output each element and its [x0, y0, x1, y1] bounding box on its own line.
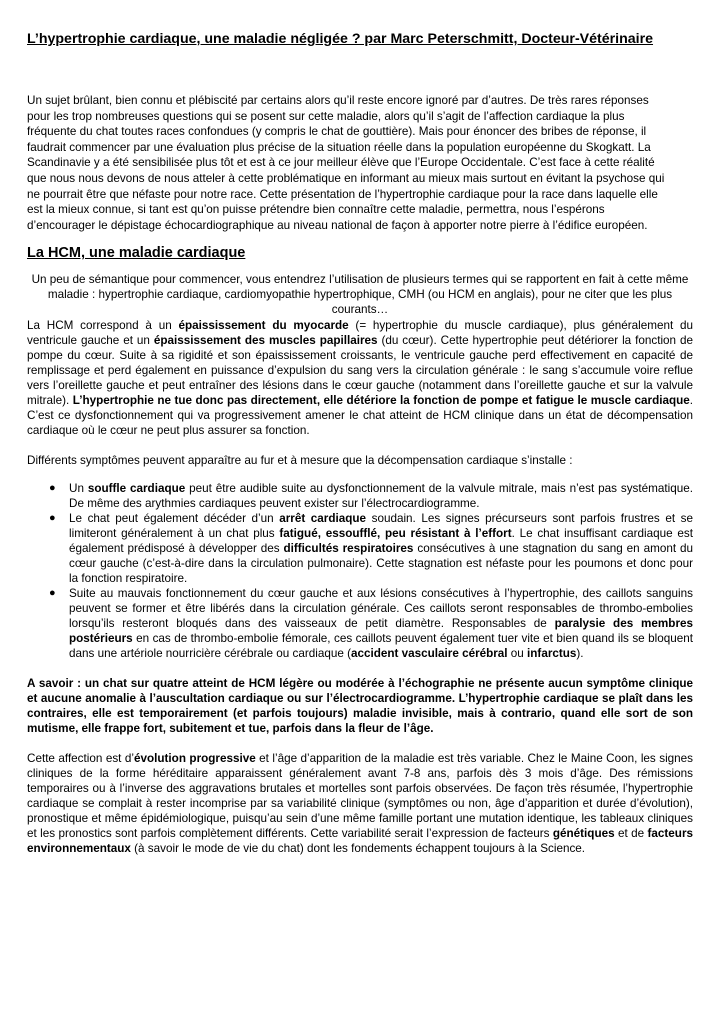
symptoms-list: [27, 481, 693, 661]
semantics-paragraph: Un peu de sémantique pour commencer, vous entendrez l’utilisation de plusieurs termes qui se rapportent en fait à cette même maladie : hypertrophie cardiaque, cardiomyopathie hypertrophique, CMH (ou HCM en anglais), pour ne citer que les plus courants…: [31, 273, 689, 316]
intro-line: pour les trop nombreuses questions qui se posent sur cette maladie, alors qu’il s’agit de l’affection cardiaque la plus: [27, 109, 625, 123]
text-run: (= hypertrophie du muscle cardiaque), plus généralement du ventricule gauche et un: [27, 318, 693, 347]
text-run: (du cœur). Cette hypertrophie peut détériorer la fonction de pompe du cœur. Suite à sa rigidité et son épaississement croissants, le ventricule gauche perd effectivement en capacité de remplissage et perd également en puissance d’expulsion du sang vers la circulation générale : le sang s’accumule voire reflue vers l’oreillette gauche et peut entraîner des lésions dans le cœur gauche (notamment dans l’oreillette gauche et sur la valvule mitrale).: [27, 333, 693, 407]
intro-line: ne pourrait être que néfaste pour notre race. Cette présentation de l’hypertrophie cardiaque pour la race dans laquelle elle: [27, 187, 658, 201]
bold-run: difficultés respiratoires: [283, 541, 414, 555]
text-run: et l’âge d’apparition de la maladie est très variable. Chez le Maine Coon, les signes cliniques de la forme héréditaire apparaissent généralement avant 7-8 ans, parfois dès 3 mois d’âge. Des rémissions temporaires ou à l’inverse des aggravations brutales et mortelles sont parfois observées. De façon très résumée, l’hypertrophie cardiaque se complait à rester incomprise par sa variabilité clinique (symptômes ou non, âge d’apparition et durée d’évolution), pronostique et même épidémiologique, puisqu’au sein d’une même famille portant une mutation identique, les tableaux cliniques et les pronostics sont parfois complètement différents. Cette variabilité serait l’expression de facteurs: [27, 751, 694, 840]
evolution-paragraph: [27, 751, 693, 856]
intro-line: est la mieux connue, si tant est qu’on puisse prétendre bien connaître cette maladie, permettra, nous l’espérons: [27, 203, 605, 217]
text-run: ).: [576, 646, 584, 660]
text-run: Le chat peut également décéder d’un: [69, 511, 280, 525]
bullet-icon: ●: [49, 481, 56, 494]
text-run: La HCM correspond à un: [27, 318, 179, 332]
document-title: L’hypertrophie cardiaque, une maladie négligée ? par Marc Peterschmitt, Docteur-Vétérinaire: [27, 31, 654, 47]
bullet-icon: ●: [49, 586, 56, 599]
text-run: peut être audible suite au dysfonctionnement de la valvule mitrale, mais n’est pas systématique. De même des arythmies cardiaques peuvent exister sur l’électrocardiogramme.: [69, 481, 693, 510]
intro-line: que nous nous devons de nous atteler à cette problématique en informant au mieux mais surtout en évitant la psychose qui: [27, 171, 665, 185]
bold-run: fatigué, essoufflé, peu résistant à l’effort: [279, 526, 512, 540]
text-run: Un: [69, 481, 88, 495]
text-run: en cas de thrombo-embolie fémorale, ces caillots peuvent également tuer vite et bien quand ils se bloquent dans une artériole nourricière cérébrale ou cardiaque (: [69, 631, 693, 660]
intro-line: d’encourager le dépistage échocardiographique au niveau national de façon à apporter notre pierre à l’édifice européen.: [27, 218, 648, 232]
bold-run: évolution progressive: [134, 751, 256, 765]
text-run: . C’est ce dysfonctionnement qui va progressivement amener le chat atteint de HCM clinique dans un état de décompensation cardiaque où le cœur ne peut plus assurer sa fonction.: [27, 393, 693, 437]
document-page: [27, 30, 693, 856]
text-run: consécutives à une stagnation du sang en amont du cœur gauche (c’est-à-dire dans la circulation pulmonaire). Cette stagnation est néfaste pour les poumons et donc pour la fonction respiratoire.: [69, 541, 693, 585]
bold-run: épaississement du myocarde: [178, 318, 349, 332]
text-run: soudain. Les signes précurseurs sont parfois frustres et se limiteront généralement à un chat plus: [69, 511, 694, 540]
bold-run: arrêt cardiaque: [279, 511, 367, 525]
text-run: (à savoir le mode de vie du chat) dont les fondements échappent toujours à la Science.: [130, 841, 586, 855]
bold-run: facteurs environnementaux: [27, 826, 693, 855]
intro-line: Un sujet brûlant, bien connu et plébiscité par certains alors qu’il reste encore ignoré par d’autres. De très rares réponses: [27, 94, 649, 107]
text-run: . Le chat insuffisant cardiaque est également prédisposé à développer des: [69, 526, 693, 555]
list-item: [49, 586, 693, 661]
intro-line: fréquente du chat toutes races confondues (y compris le chat de gouttière). Mais pour énoncer des bribes de réponse, il: [27, 125, 647, 139]
symptoms-intro: Différents symptômes peuvent apparaître au fur et à mesure que la décompensation cardiaque s’installe :: [27, 453, 573, 467]
bullet-icon: ●: [49, 511, 56, 524]
warning-paragraph: A savoir : un chat sur quatre atteint de HCM légère ou modérée à l’échographie ne présente aucun symptôme clinique et aucune anomalie à l’auscultation cardiaque ou sur l’électrocardiogramme. L’hypertrophie cardiaque se plaît dans les contraires, elle est temporairement (et parfois toujours) maladie invisible, mais à contrario, quand elle sort de son mutisme, elle frappe fort, subitement et tue, parfois dans la fleur de l’âge.: [27, 676, 693, 735]
bold-run: L’hypertrophie ne tue donc pas directement, elle détériore la fonction de pompe et fatigue le muscle cardiaque: [72, 393, 690, 407]
intro-line: faudrait commencer par une évaluation plus précise de la situation réelle dans la population européenne du Skogkatt. La: [27, 140, 651, 154]
text-run: Cette affection est d’: [27, 751, 135, 765]
bold-run: épaississement des muscles papillaires: [153, 333, 378, 347]
spacer: [27, 438, 693, 453]
bold-run: souffle cardiaque: [87, 481, 186, 495]
text-run: Suite au mauvais fonctionnement du cœur gauche et aux lésions consécutives à l’hypertrophie, des caillots sanguins peuvent se former et être libérés dans la circulation générale. Ces caillots seront responsables de thrombo-embolies lorsqu’ils resteront bloqués dans des vaisseaux de petit diamètre. Responsables de: [69, 586, 693, 630]
list-item: [49, 481, 693, 511]
intro-paragraph: [27, 93, 693, 233]
hcm-definition-paragraph: [27, 318, 693, 438]
text-run: ou: [507, 646, 528, 660]
bold-run: paralysie des membres postérieurs: [69, 616, 693, 645]
intro-line: Scandinavie y a été sensibilisée plus tôt et est à ce jour meilleur élève que l’Europe Occidentale. C’est face à cette réalité: [27, 156, 655, 170]
bold-run: accident vasculaire cérébral: [350, 646, 508, 660]
list-item: [49, 511, 694, 586]
text-run: et de: [614, 826, 648, 840]
section-heading: La HCM, une maladie cardiaque: [27, 245, 246, 262]
bold-run: génétiques: [552, 826, 615, 840]
bold-run: infarctus: [527, 646, 577, 660]
